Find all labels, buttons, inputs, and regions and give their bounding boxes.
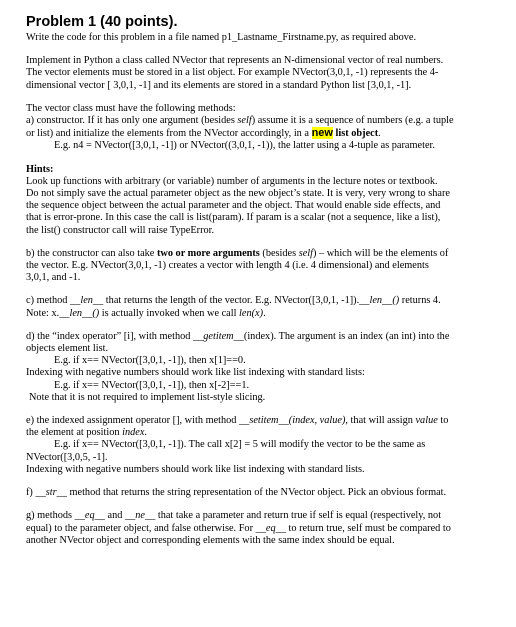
- d-line-4: Indexing with negative numbers should work like list indexing with standard lists:: [26, 367, 365, 379]
- method-a-line-2: or list) and initialize the elements from the NVector accordingly, in a new list object.: [26, 127, 381, 140]
- methods-paragraph: [26, 103, 506, 153]
- hints-line-3: the sequence object between the actual parameter and the object. That would enable side effects, and: [26, 200, 441, 212]
- section-b: [26, 248, 506, 285]
- problem-title: Problem 1 (40 points).: [26, 14, 178, 30]
- d-example-1: E.g. if x== NVector([3,0,1, -1]), then x[1]==0.: [54, 355, 246, 367]
- d-example-2: E.g. if x== NVector([3,0,1, -1]), then x[-2]==1.: [54, 379, 250, 391]
- hints-line-2: Do not simply save the actual parameter object as the new object’s state. It is very, very wrong to share: [26, 188, 450, 200]
- intro-text: Write the code for this problem in a file named p1_Lastname_Firstname.py, as required above.: [26, 32, 417, 43]
- g-line-2: equal) to the parameter object, and false otherwise. For __eq__ to return true, self must be compared to: [26, 522, 451, 534]
- d-line-2: objects element list.: [26, 343, 109, 355]
- section-g: [26, 510, 506, 547]
- e-line-4: NVector([3,0,5, -1].: [26, 451, 108, 463]
- e-example: E.g. if x== NVector([3,0,1, -1]). The call x[2] = 5 will modify the vector to be the same as: [54, 439, 426, 451]
- d-note: Note that it is not required to implement list-style slicing.: [29, 391, 266, 403]
- f-line: f) __str__ method that returns the string representation of the NVector object. Pick an obvious format.: [26, 487, 447, 499]
- e-line-1: e) the indexed assignment operator [], with method __setitem__(index, value), that will assign value to: [26, 415, 449, 427]
- e-line-2: the element at position index.: [26, 427, 147, 439]
- e-line-5: Indexing with negative numbers should work like list indexing with standard lists.: [26, 463, 365, 475]
- c-line-2: Note: x.__len__() is actually invoked when we call len(x).: [26, 307, 266, 319]
- b-line-2: the vector. E.g. NVector(3,0,1, -1) creates a vector with length 4 (i.e. 4 dimensional) and elements: [26, 260, 429, 272]
- section-c: [26, 295, 506, 319]
- d-line-1: d) the “index operator” [i], with method __getitem__(index). The argument is an index (an int) into the: [26, 330, 450, 342]
- hints-line-4: that is error-prone. In this case the call is list(param). If param is a scalar (not a sequence, like a list),: [26, 212, 441, 224]
- section-e: [26, 415, 506, 476]
- b-line-1: b) the constructor can also take two or more arguments (besides self) – which will be the elements of: [26, 247, 449, 259]
- c-line-1: c) method __len__ that returns the length of the vector. E.g. NVector([3,0,1, -1]).__len__() returns 4.: [26, 295, 441, 307]
- impl-line-3: dimensional vector [ 3,0,1, -1] and its elements are stored in a standard Python list [3,0,1, -1].: [26, 79, 412, 91]
- hints-line-1: Look up functions with arbitrary (or variable) number of arguments in the lecture notes or textbook.: [26, 175, 438, 187]
- method-a-example: E.g. n4 = NVector([3,0,1, -1]) or NVector((3,0,1, -1)), the latter using a 4-tuple as parameter.: [54, 140, 435, 152]
- g-line-3: another NVector object and corresponding elements with the same index should be equal.: [26, 534, 395, 546]
- b-line-3: 3,0,1, and -1.: [26, 272, 81, 284]
- highlighted-new: new: [311, 127, 333, 140]
- hints-line-5: the list() constructor call will raise TypeError.: [26, 224, 215, 236]
- document-page: [26, 14, 506, 547]
- hints-paragraph: [26, 164, 506, 237]
- section-d: [26, 331, 506, 404]
- impl-line-2: The vector elements must be stored in a list object. For example NVector(3,0,1, -1) represents the 4-: [26, 67, 439, 79]
- section-f: [26, 487, 506, 499]
- implementation-paragraph: [26, 55, 506, 92]
- g-line-1: g) methods __eq__ and __ne__ that take a parameter and return true if self is equal (respectively, not: [26, 510, 442, 522]
- hints-title: Hints:: [26, 163, 54, 175]
- method-a-line-1: a) constructor. If it has only one argument (besides self) assume it is a sequence of numbers (e.g. a tuple: [26, 115, 454, 127]
- methods-intro: The vector class must have the following methods:: [26, 102, 236, 114]
- impl-line-1: Implement in Python a class called NVector that represents an N-dimensional vector of real numbers.: [26, 55, 444, 67]
